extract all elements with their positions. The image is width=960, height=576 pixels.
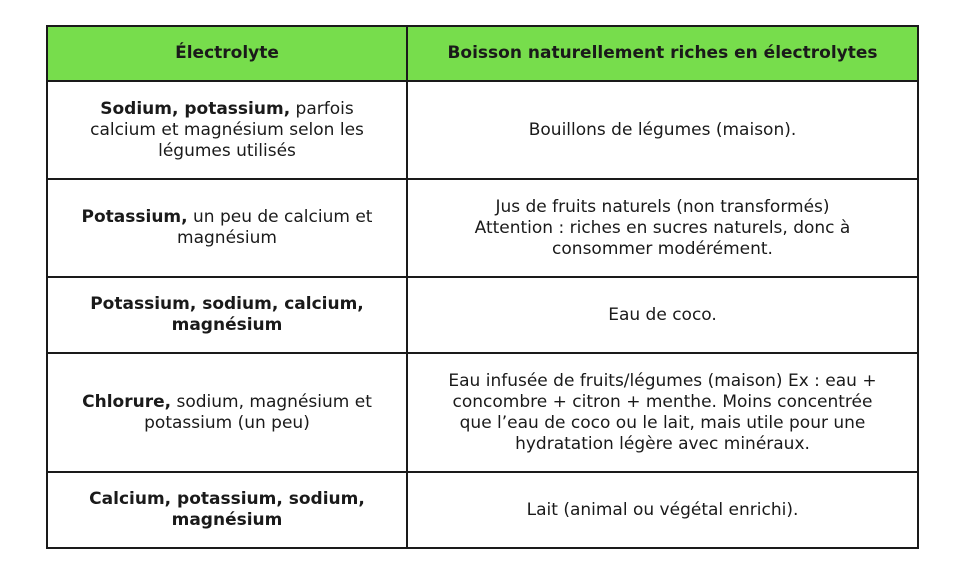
electrolyte-rest: sodium, magnésium et potassium (un peu) [144,391,372,433]
electrolyte-bold: Potassium, [81,207,188,227]
electrolyte-cell [47,472,407,548]
electrolyte-rest: parfois calcium et magnésium selon les légumes utilisés [90,98,364,161]
electrolyte-bold: Chlorure, [82,391,172,412]
table-row [47,179,918,277]
drink-cell [407,179,918,277]
electrolyte-table [46,25,919,549]
drink-warning: Attention : riches en sucres naturels, donc à consommer modérément. [474,217,851,259]
drink-cell: Lait (animal ou végétal enrichi). [407,472,918,548]
electrolyte-bold: Sodium, potassium, [100,98,291,119]
table-row [47,472,918,548]
electrolyte-cell [47,353,407,472]
table-row [47,81,918,179]
drink-line: Jus de fruits naturels (non transformés) [495,196,830,217]
header-electrolyte: Électrolyte [47,26,407,81]
electrolyte-bold: Potassium, sodium, calcium, magnésium [90,294,364,335]
drink-cell: Bouillons de légumes (maison). [407,81,918,179]
electrolyte-rest: un peu de calcium et magnésium [177,207,373,248]
drink-cell: Eau de coco. [407,277,918,353]
header-drinks: Boisson naturellement riches en électrolytes [407,26,918,81]
electrolyte-cell [47,179,407,277]
electrolyte-cell [47,81,407,179]
table-row [47,353,918,472]
electrolyte-bold: Calcium, potassium, sodium, magnésium [89,489,365,530]
drink-cell: Eau infusée de fruits/légumes (maison) Ex : eau + concombre + citron + menthe. Moins concentrée que l’eau de coco ou le lait, mais utile pour une hydratation légère avec minéraux. [407,353,918,472]
electrolyte-cell [47,277,407,353]
table-header-row [47,26,918,81]
table-row [47,277,918,353]
